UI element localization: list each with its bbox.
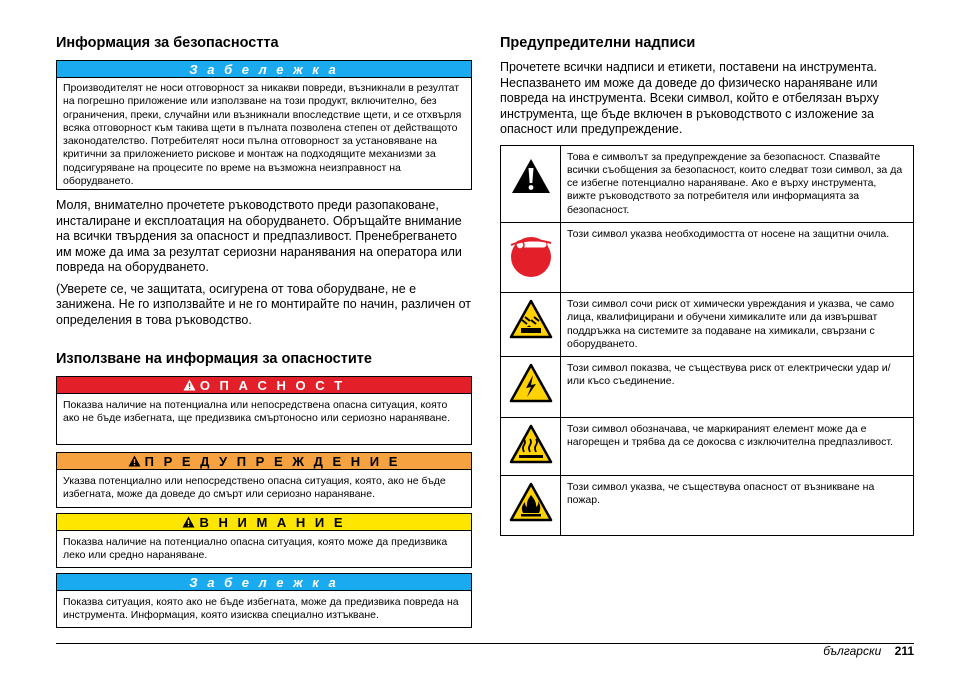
symbol-description: Това е символът за предупреждение за безопасност. Спазвайте всички съобщения за безопасност, които следват този символ, за да се избегне потенциално нараняване. Ако е върху инструмента, вижте ръководството за потребителя или информацията за безопасност. [561,145,914,222]
warning-label: П Р Е Д У П Р Е Ж Д Е Н И Е [144,454,401,469]
danger-header [57,377,471,394]
symbol-description: Този символ обозначава, че маркираният елемент може да е нагорещен и трябва да се докосва с изключителна предпазливост. [561,418,914,476]
symbol-cell [501,292,561,356]
caution-text: Показва наличие на потенциално опасна ситуация, която може да предизвика леко или средно нараняване. [63,536,448,562]
page-number: 211 [894,644,914,658]
general-warning-icon [511,158,551,194]
table-row [501,476,914,536]
note-box [56,60,472,190]
chemical-hazard-icon [509,299,553,339]
hot-surface-icon [509,424,553,464]
note-label: З а б е л е ж к а [57,61,471,78]
table-row [501,292,914,356]
safety-paragraph: Моля, внимателно прочетете ръководството преди разопаковане, инсталиране и експлоатация на оборудването. Обръщайте внимание на всички твърдения за опасност и предпазливост. Пренебрегването им може да има за резултат сериозни наранявания на оператора или повреда на оборудването. [56,198,462,274]
eye-protection-icon [507,229,555,281]
symbol-cell [501,418,561,476]
safety-heading: Информация за безопасността [56,35,279,51]
note-text: Производителят не носи отговорност за никакви повреди, възникнали в резултат на погрешно приложение или използване на този продукт, включително, без ограничения, преки, случайни или възникнали впоследствие щети, и се отхвърля всяка отговорност към такива щети в пълната позволена степен от действащото законодателство. Потребителят носи пълна отговорност за установяване на критични за приложението рискове и монтаж на подходящите механизми за подсигуряване на процесите по време на възможна неизправност на оборудването. [63,82,462,188]
symbol-description: Този символ сочи риск от химически увреждания и указва, че само лица, квалифицирани и обучени химикалите или да извършват поддръжка на системите за подаване на химикали, свързани с оборудването. [561,292,914,356]
precautionary-labels-heading: Предупредителни надписи [500,35,696,51]
left-column [56,34,472,628]
footer-rule [56,643,914,644]
caution-box [56,513,472,568]
hazard-heading: Използване на информация за опасностите [56,351,372,367]
danger-box [56,376,472,445]
symbol-description: Този символ указва необходимостта от носене на защитни очила. [561,222,914,292]
caution-header [57,514,471,531]
warning-triangle-icon [183,378,196,395]
danger-label: О П А С Н О С Т [199,378,346,393]
danger-text: Показва наличие на потенциална или непосредствена опасна ситуация, която ако не бъде избегната, ще предизвика смъртоносно или сериозно нараняване. [63,399,451,425]
warning-text: Указва потенциално или непосредствено опасна ситуация, която, ако не бъде избегната, може да доведе до смърт или сериозно нараняване. [63,475,446,501]
page-footer [823,644,914,658]
symbols-table [500,145,914,537]
warning-triangle-icon [182,515,195,532]
note-box-2 [56,573,472,628]
warning-header [57,453,471,470]
table-row [501,145,914,222]
warning-triangle-icon [128,454,141,471]
note-text-2: Показва ситуация, която ако не бъде избегната, може да предизвика повреда на инструмента. Информация, която изисква специално изтъкване. [63,596,459,622]
symbol-description: Този символ показва, че съществува риск от електрически удар и/или късо съединение. [561,357,914,418]
footer-language: български [823,644,882,658]
table-row [501,357,914,418]
symbol-cell [501,222,561,292]
note-label-2: З а б е л е ж к а [57,574,471,591]
safety-paragraph-2: (Уверете се, че защитата, осигурена от това оборудване, не е занижена. Не го използвайте и не го монтирайте по начин, различен от определения в това ръководство. [56,281,472,327]
symbol-cell [501,476,561,536]
table-row [501,418,914,476]
right-column [500,34,914,536]
fire-hazard-icon [509,482,553,522]
table-row [501,222,914,292]
symbol-cell [501,357,561,418]
electrical-hazard-icon [509,363,553,403]
warning-box [56,452,472,508]
symbol-description: Този символ указва, че съществува опасност от възникване на пожар. [561,476,914,536]
labels-intro: Прочетете всички надписи и етикети, поставени на инструмента. Неспазването им може да доведе до физическо нараняване или повреда на инструмента. Всеки символ, който е отбелязан върху инструмента, ще бъде включен в ръководството с изложение за опасност или предупреждение. [500,60,879,136]
symbol-cell [501,145,561,222]
caution-label: В Н И М А Н И Е [199,515,346,530]
